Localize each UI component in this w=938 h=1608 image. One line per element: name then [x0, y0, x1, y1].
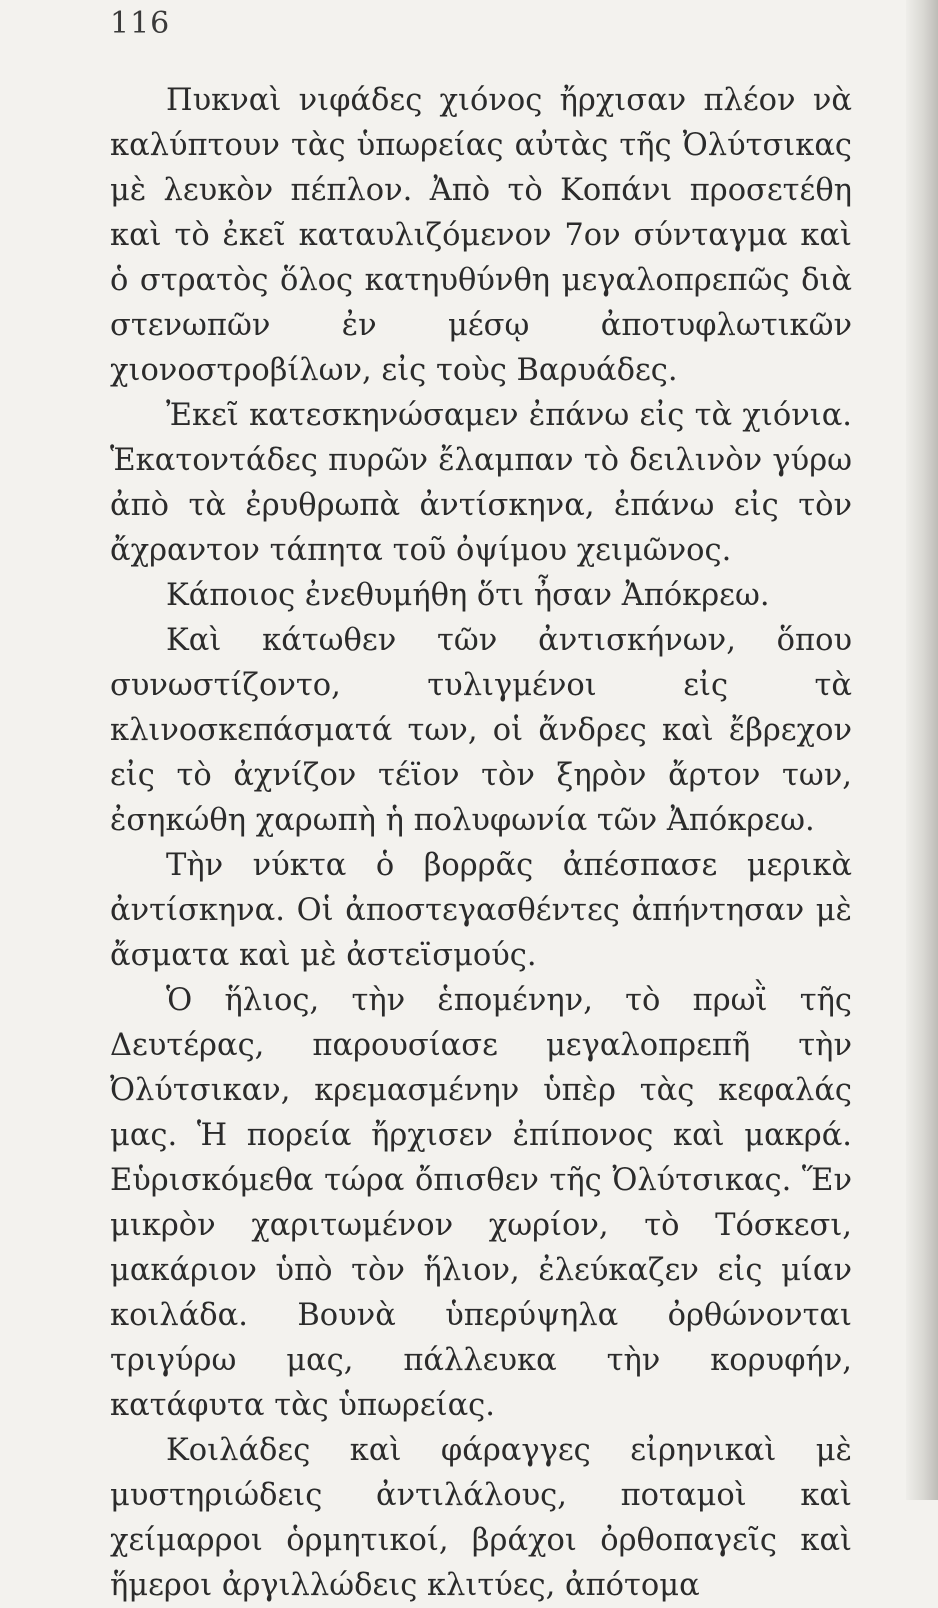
paragraph: Κοιλάδες καὶ φάραγγες εἰρηνικαὶ μὲ μυστηριώδεις ἀντιλάλους, ποταμοὶ καὶ χείμαρροι ὁρμητικοί, βράχοι ὀρθοπαγεῖς καὶ ἥμεροι ἀργιλλώδεις κλιτύες, ἀπότομα — [110, 1433, 852, 1603]
page-gutter-shadow — [906, 0, 938, 1500]
paragraph: Τὴν νύκτα ὁ βορρᾶς ἀπέσπασε μερικὰ ἀντίσκηνα. Οἱ ἀποστεγασθέντες ἀπήντησαν μὲ ἄσματα καὶ μὲ ἀστεϊσμούς. — [110, 848, 852, 973]
paragraph: Ἐκεῖ κατεσκηνώσαμεν ἐπάνω εἰς τὰ χιόνια. Ἑκατοντάδες πυρῶν ἔλαμπαν τὸ δειλινὸν γύρω ἀπὸ τὰ ἐρυθρωπὰ ἀντίσκηνα, ἐπάνω εἰς τὸν ἄχραντον τάπητα τοῦ ὀψίμου χειμῶνος. — [110, 398, 852, 568]
body-text — [110, 78, 852, 1608]
paragraph: Καὶ κάτωθεν τῶν ἀντισκήνων, ὅπου συνωστίζοντο, τυλιγμένοι εἰς τὰ κλινοσκεπάσματά των, οἱ ἄνδρες καὶ ἔβρεχον εἰς τὸ ἀχνίζον τέϊον τὸν ξηρὸν ἄρτον των, ἐσηκώθη χαρωπὴ ἡ πολυφωνία τῶν Ἀπόκρεω. — [110, 623, 852, 838]
paragraph: Κάποιος ἐνεθυμήθη ὅτι ἦσαν Ἀπόκρεω. — [166, 578, 770, 613]
page-number: 116 — [110, 6, 171, 41]
paragraph: Πυκναὶ νιφάδες χιόνος ἤρχισαν πλέον νὰ καλύπτουν τὰς ὑπωρείας αὐτὰς τῆς Ὀλύτσικας μὲ λευκὸν πέπλον. Ἀπὸ τὸ Κοπάνι προσετέθη καὶ τὸ ἐκεῖ καταυλιζόμενον 7ον σύνταγμα καὶ ὁ στρατὸς ὅλος κατηυθύνθη μεγαλοπρεπῶς διὰ στενωπῶν ἐν μέσῳ ἀποτυφλωτικῶν χιονοστροβίλων, εἰς τοὺς Βαρυάδες. — [110, 83, 852, 388]
paragraph: Ὁ ἥλιος, τὴν ἑπομένην, τὸ πρωῒ τῆς Δευτέρας, παρουσίασε μεγαλοπρεπῆ τὴν Ὀλύτσικαν, κρεμασμένην ὑπὲρ τὰς κεφαλάς μας. Ἡ πορεία ἤρχισεν ἐπίπονος καὶ μακρά. Εὑρισκόμεθα τώρα ὄπισθεν τῆς Ὀλύτσικας. Ἕν μικρὸν χαριτωμένον χωρίον, τὸ Τόσκεσι, μακάριον ὑπὸ τὸν ἥλιον, ἐλεύκαζεν εἰς μίαν κοιλάδα. Βουνὰ ὑπερύψηλα ὀρθώνονται τριγύρω μας, πάλλευκα τὴν κορυφήν, κατάφυτα τὰς ὑπωρείας. — [110, 983, 852, 1423]
